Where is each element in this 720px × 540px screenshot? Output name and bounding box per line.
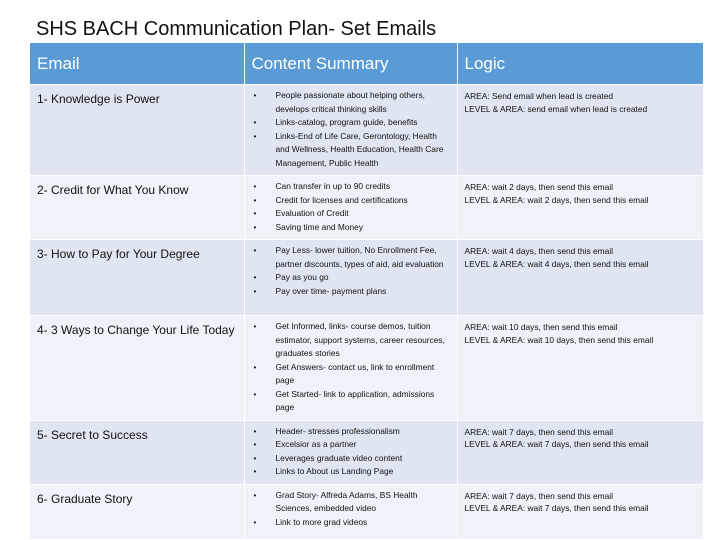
header-email: Email (30, 43, 244, 85)
content-bullet: • Saving time and Money (252, 221, 453, 235)
content-bullet: • Leverages graduate video content (252, 452, 453, 466)
content-bullet: • Pay over time- payment plans (252, 285, 453, 299)
content-cell (244, 176, 457, 240)
content-cell (244, 240, 457, 316)
header-logic: Logic (457, 43, 703, 85)
email-cell: 6- Graduate Story (30, 484, 244, 539)
content-bullet: • Get Answers- contact us, link to enrollment page (252, 361, 453, 388)
table-row (30, 240, 703, 316)
communication-plan-table (30, 43, 703, 539)
content-cell (244, 316, 457, 421)
logic-area: AREA: wait 7 days, then send this email (464, 426, 613, 437)
logic-cell (457, 316, 703, 421)
table-row (30, 420, 703, 484)
content-cell (244, 85, 457, 176)
content-bullet: • Credit for licenses and certifications (252, 194, 453, 208)
logic-area: AREA: wait 7 days, then send this email (464, 490, 613, 501)
logic-cell (457, 85, 703, 176)
logic-level-area: LEVEL & AREA: wait 2 days, then send this email (464, 194, 649, 205)
content-bullet: • Link to more grad videos (252, 516, 453, 530)
logic-cell (457, 176, 703, 240)
content-bullet: • Can transfer in up to 90 credits (252, 180, 453, 194)
content-bullet: • Excelsior as a partner (252, 438, 453, 452)
table-row (30, 316, 703, 421)
content-bullet: • Pay as you go (252, 271, 453, 285)
logic-cell (457, 484, 703, 539)
content-cell (244, 420, 457, 484)
content-bullet: • Links-catalog, program guide, benefits (252, 116, 453, 130)
logic-level-area: LEVEL & AREA: wait 10 days, then send this email (464, 334, 654, 345)
page-title: SHS BACH Communication Plan- Set Emails (36, 18, 437, 40)
content-bullet: • Pay Less- lower tuition, No Enrollment Fee, partner discounts, types of aid, aid evaluation (252, 244, 453, 271)
content-bullet: • People passionate about helping others, develops critical thinking skills (252, 89, 453, 116)
content-bullet: • Get Informed, links- course demos, tuition estimator, support systems, career resources, graduates stories (252, 320, 453, 361)
email-cell: 1- Knowledge is Power (30, 85, 244, 176)
content-bullet: • Grad Story- Alfreda Adams, BS Health Sciences, embedded video (252, 489, 453, 516)
content-bullet: • Links-End of Life Care, Gerontology, Health and Wellness, Health Education, Health Care Management, Public Health (252, 130, 453, 171)
table-row (30, 484, 703, 539)
logic-cell (457, 420, 703, 484)
logic-level-area: LEVEL & AREA: wait 7 days, then send this email (464, 439, 649, 449)
logic-level-area: LEVEL & AREA: wait 7 days, then send this email (464, 503, 649, 513)
content-bullet: • Get Started- link to application, admissions page (252, 388, 453, 415)
table-row (30, 176, 703, 240)
logic-level-area: LEVEL & AREA: wait 4 days, then send this email (464, 258, 649, 269)
logic-level-area: LEVEL & AREA: send email when lead is created (464, 103, 648, 114)
content-bullet: • Evaluation of Credit (252, 207, 453, 221)
content-bullet: • Header- stresses professionalism (252, 425, 453, 439)
email-cell: 3- How to Pay for Your Degree (30, 240, 244, 316)
header-content-summary: Content Summary (244, 43, 457, 85)
email-cell: 2- Credit for What You Know (30, 176, 244, 240)
logic-area: AREA: Send email when lead is created (464, 91, 614, 101)
logic-area: AREA: wait 2 days, then send this email (464, 182, 613, 192)
email-cell: 4- 3 Ways to Change Your Life Today (30, 316, 244, 421)
content-bullet: • Links to About us Landing Page (252, 465, 453, 479)
logic-cell (457, 240, 703, 316)
content-cell (244, 484, 457, 539)
logic-area: AREA: wait 10 days, then send this email (464, 322, 618, 332)
table-row (30, 85, 703, 176)
email-cell: 5- Secret to Success (30, 420, 244, 484)
logic-area: AREA: wait 4 days, then send this email (464, 246, 613, 256)
table-header-row (30, 43, 703, 85)
